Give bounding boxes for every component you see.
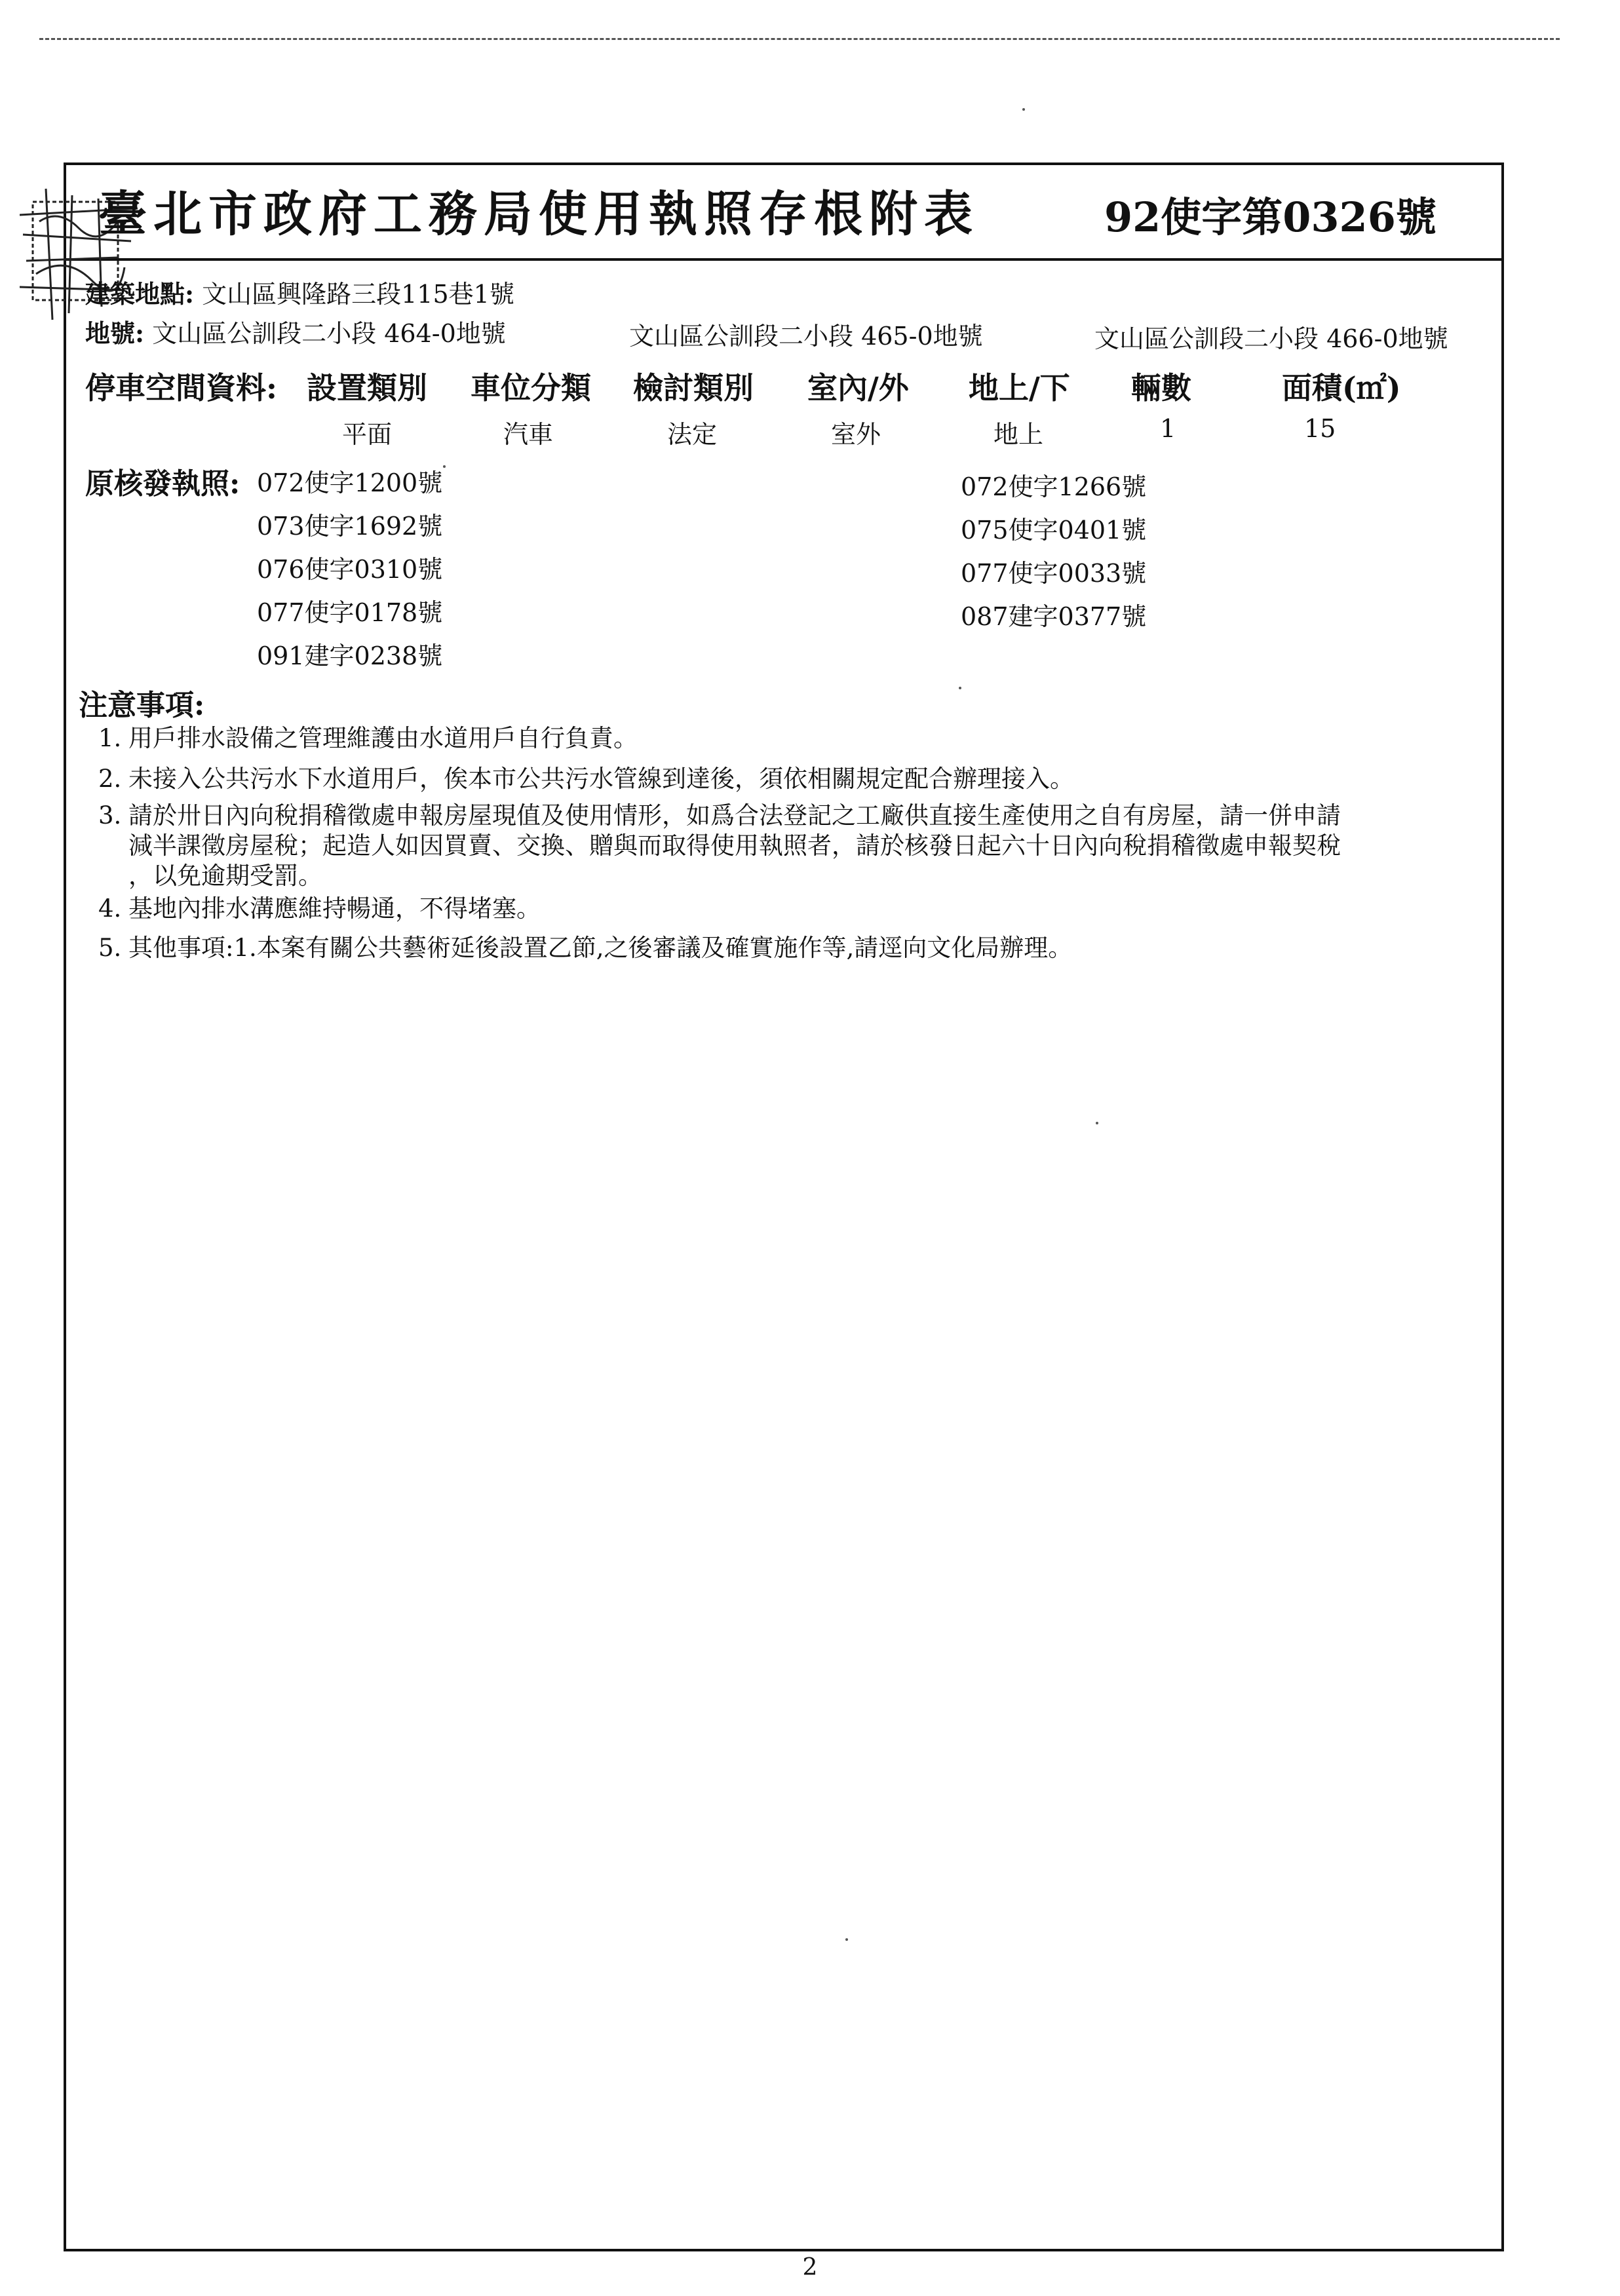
building-location-row — [85, 274, 514, 310]
parking-header-count: 輛數 — [1131, 370, 1191, 406]
parking-header-area: 面積(㎡) — [1282, 370, 1401, 406]
document-title: 臺北市政府工務局使用執照存根附表 — [98, 186, 979, 242]
note-text-continued: ，以免逾期受罰。 — [128, 862, 322, 890]
original-permit-right-1: 072使字1266號 — [961, 472, 1147, 501]
note-number: 2. — [98, 765, 122, 793]
land-lot-3: 文山區公訓段二小段 466-0地號 — [1094, 324, 1448, 353]
header-divider — [64, 258, 1501, 261]
land-lot-1: 文山區公訓段二小段 464-0地號 — [152, 319, 506, 348]
original-permit-left-2: 073使字1692號 — [257, 512, 443, 541]
parking-value-type: 平面 — [342, 420, 393, 449]
land-lot-2: 文山區公訓段二小段 465-0地號 — [629, 322, 983, 351]
scan-speck — [845, 1938, 848, 1941]
note-number: 5. — [98, 934, 122, 962]
parking-value-count: 1 — [1160, 414, 1176, 443]
parking-value-level: 地上 — [993, 420, 1044, 449]
note-item-5 — [98, 933, 1072, 963]
original-permit-left-3: 076使字0310號 — [257, 555, 443, 584]
scan-speck — [1022, 108, 1025, 111]
parking-value-review: 法定 — [667, 420, 718, 449]
note-text: 其他事項:1.本案有關公共藝術延後設置乙節,之後審議及確實施作等,請逕向文化局辦理。 — [128, 934, 1073, 962]
original-permit-right-3: 077使字0033號 — [961, 559, 1147, 588]
note-text: 請於卅日內向稅捐稽徵處申報房屋現值及使用情形，如爲合法登記之工廠供直接生產使用之自有房屋，請一併申請 — [128, 801, 1341, 830]
original-permit-left-1: 072使字1200號 — [257, 469, 443, 497]
page-number: 2 — [802, 2254, 818, 2281]
note-item-4 — [98, 894, 541, 924]
parking-value-category: 汽車 — [503, 420, 554, 449]
note-item-2 — [98, 764, 1074, 794]
building-location-label: 建築地點: — [85, 279, 195, 309]
original-permit-right-2: 075使字0401號 — [961, 516, 1147, 545]
note-number: 4. — [98, 894, 122, 923]
building-location-value: 文山區興隆路三段115巷1號 — [202, 280, 514, 309]
scan-speck — [1096, 1122, 1098, 1124]
note-number: 3. — [98, 801, 122, 830]
scan-speck — [959, 687, 961, 689]
note-text: 未接入公共污水下水道用戶，俟本市公共污水管線到達後，須依相關規定配合辦理接入。 — [128, 765, 1074, 793]
parking-header-level: 地上/下 — [969, 370, 1070, 406]
parking-label: 停車空間資料: — [85, 370, 277, 406]
parking-header-category: 車位分類 — [471, 370, 591, 406]
notes-heading: 注意事項: — [79, 689, 205, 722]
original-permits-label: 原核發執照: — [85, 467, 241, 501]
parking-header-type: 設置類別 — [307, 370, 427, 406]
parking-header-review: 檢討類別 — [633, 370, 754, 406]
note-item-3 — [98, 801, 1341, 891]
note-item-1 — [98, 723, 638, 754]
note-number: 1. — [98, 724, 122, 752]
scan-line — [39, 38, 1560, 40]
note-text: 用戶排水設備之管理維護由水道用戶自行負責。 — [128, 724, 638, 752]
original-permit-left-4: 077使字0178號 — [257, 598, 443, 627]
permit-number: 92使字第0326號 — [1104, 193, 1437, 241]
parking-header-indoor: 室內/外 — [807, 370, 909, 406]
scan-speck — [443, 465, 446, 468]
parking-value-area: 15 — [1304, 414, 1336, 443]
parking-value-indoor: 室外 — [831, 420, 881, 449]
note-text-continued: 減半課徵房屋稅；起造人如因買賣、交換、贈與而取得使用執照者，請於核發日起六十日內向稅捐稽徵處申報契稅 — [128, 832, 1341, 860]
note-text: 基地內排水溝應維持暢通，不得堵塞。 — [128, 894, 541, 923]
land-lot-row — [85, 313, 506, 349]
land-lot-label: 地號: — [85, 318, 145, 348]
original-permit-left-5: 091建字0238號 — [257, 641, 443, 670]
original-permit-right-4: 087建字0377號 — [961, 602, 1147, 631]
